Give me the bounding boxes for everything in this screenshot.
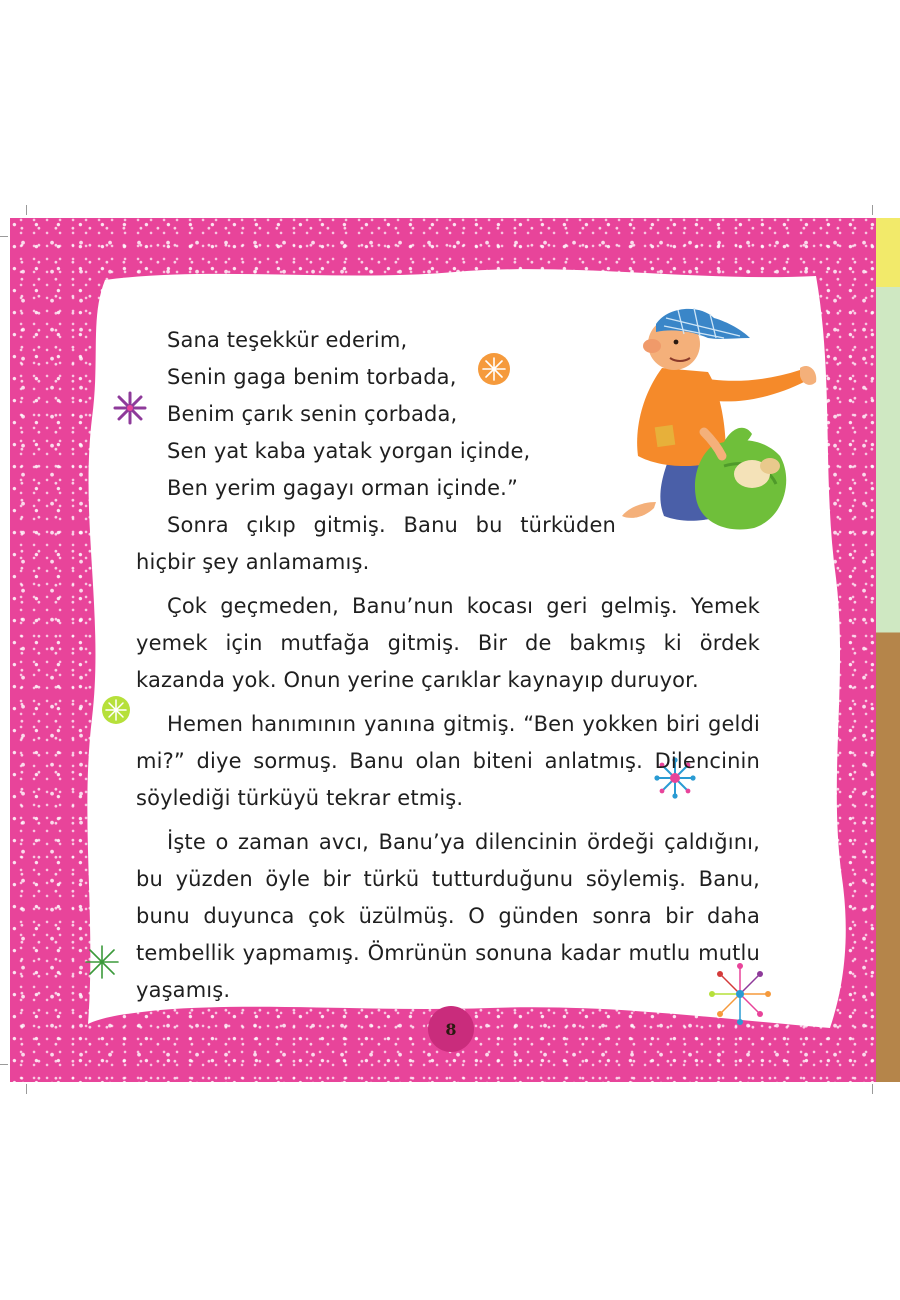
poem (136, 322, 760, 507)
poem-line: Ben yerim gagayı orman içinde.” (167, 476, 518, 500)
poem-line: Sen yat kaba yatak yorgan içinde, (167, 439, 531, 463)
next-page-edge (876, 218, 900, 1082)
page-number: 8 (445, 1019, 457, 1039)
poem-line: Sana teşekkür ederim, (167, 328, 408, 352)
poem-line: Benim çarık senin çorbada, (167, 402, 458, 426)
crop-mark (0, 236, 8, 237)
paragraph: Çok geçmeden, Banu’nun kocası geri gelmiş. Yemek yemek için mutfağa gitmiş. Bir de bakmış ki ördek kazanda yok. Onun yerine çarıklar kaynayıp duruyor. (136, 594, 760, 692)
paragraph: Hemen hanımının yanına gitmiş. “Ben yokken biri geldi mi?” diye sormuş. Banu olan biteni anlatmış. Dilencinin söylediği türküyü tekrar etmiş. (136, 712, 760, 810)
paragraph: Sonra çıkıp gitmiş. Banu bu türküden hiçbir şey anlamamış. (136, 513, 616, 574)
crop-mark (872, 205, 873, 215)
crop-mark (0, 1064, 8, 1065)
poem-line: Senin gaga benim torbada, (167, 365, 457, 389)
crop-mark (26, 1084, 27, 1094)
crop-mark (872, 1084, 873, 1094)
page-number-badge (428, 1006, 474, 1052)
paragraph: İşte o zaman avcı, Banu’ya dilencinin ördeği çaldığını, bu yüzden öyle bir türkü tutturduğunu söylemiş. Banu, bunu duyunca çok üzülmüş. O günden sonra bir daha tembellik yapmamış. Ömrünün sonuna kadar mutlu mutlu yaşamış. (136, 830, 760, 1002)
crop-mark (26, 205, 27, 215)
green-sparkle-icon (84, 944, 120, 980)
story-text (136, 322, 760, 1009)
green-flower-icon (101, 695, 131, 725)
